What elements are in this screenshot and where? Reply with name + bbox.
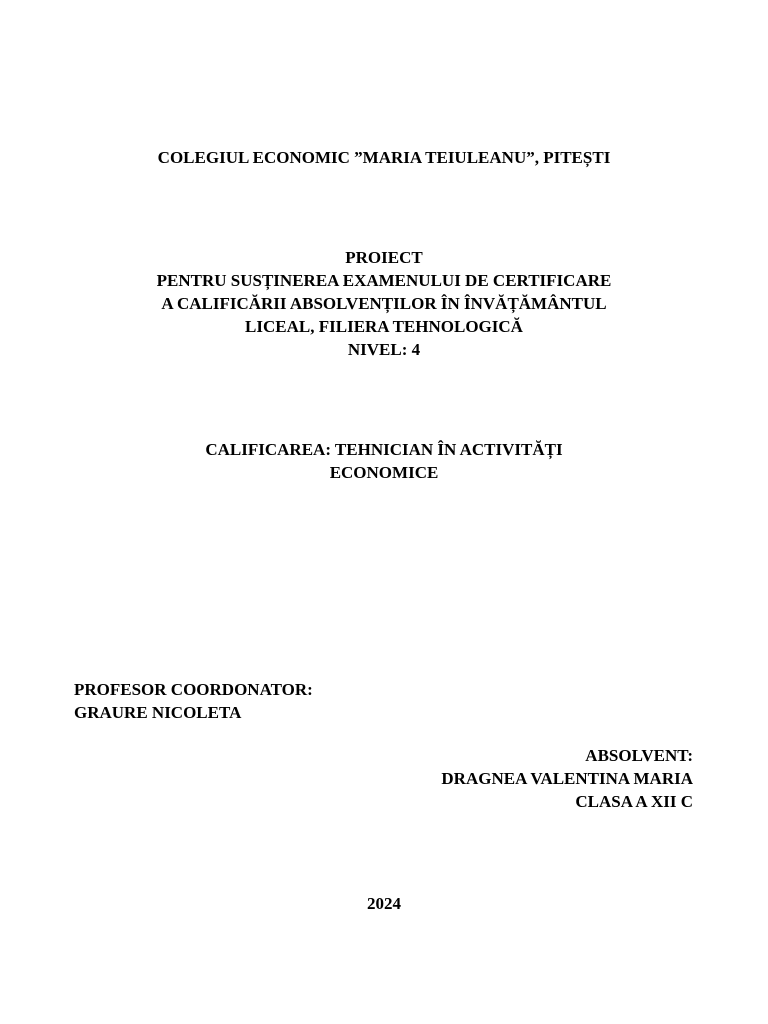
project-title: PROIECT xyxy=(345,248,423,267)
qualification-line-2: ECONOMICE xyxy=(329,463,439,482)
graduate-name: DRAGNEA VALENTINA MARIA xyxy=(441,769,693,788)
coordinator-label: PROFESOR COORDONATOR: xyxy=(74,680,313,699)
project-level: NIVEL: 4 xyxy=(347,340,421,359)
year: 2024 xyxy=(367,894,401,913)
project-line-1: PENTRU SUSȚINEREA EXAMENULUI DE CERTIFICARE xyxy=(156,271,612,290)
qualification-block xyxy=(0,438,768,484)
qualification-line-1: CALIFICAREA: TEHNICIAN ÎN ACTIVITĂȚI xyxy=(205,440,563,459)
graduate-label: ABSOLVENT: xyxy=(585,746,693,765)
graduate-block xyxy=(441,744,693,813)
school-name: COLEGIUL ECONOMIC ”MARIA TEIULEANU”, PITEȘTI xyxy=(157,148,611,167)
year-block xyxy=(0,892,768,915)
coordinator-block xyxy=(74,678,313,724)
project-line-2: A CALIFICĂRII ABSOLVENȚILOR ÎN ÎNVĂȚĂMÂNTUL xyxy=(161,294,607,313)
school-name-block xyxy=(0,146,768,169)
coordinator-name: GRAURE NICOLETA xyxy=(74,703,242,722)
project-line-3: LICEAL, FILIERA TEHNOLOGICĂ xyxy=(245,317,523,336)
project-title-block xyxy=(0,246,768,361)
graduate-class: CLASA A XII C xyxy=(575,792,693,811)
